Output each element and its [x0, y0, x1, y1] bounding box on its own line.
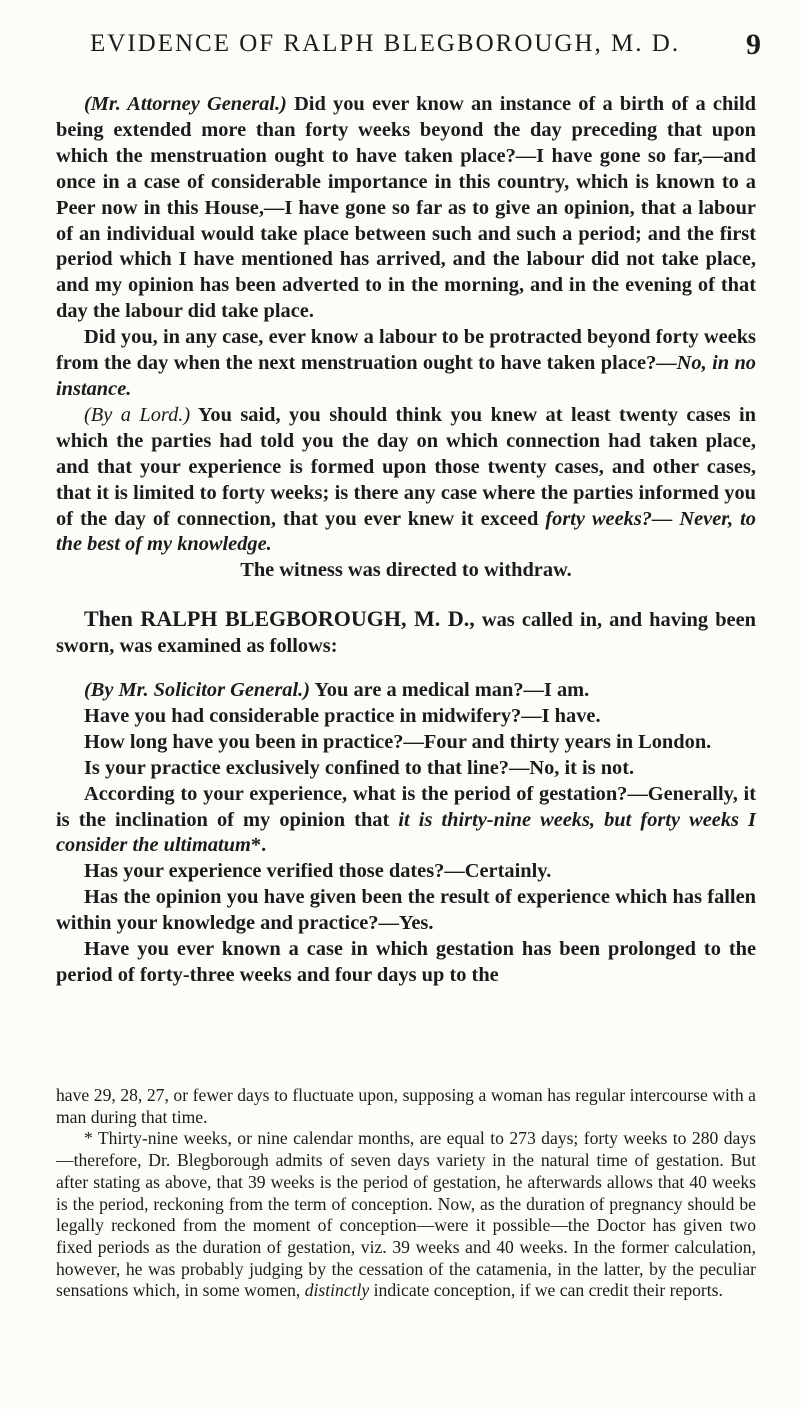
paragraph [56, 782, 756, 860]
paragraph: How long have you been in practice?—Four and thirty years in London. [84, 730, 712, 753]
paragraph [56, 92, 756, 325]
speaker: (By a Lord.) [84, 403, 191, 426]
paragraph [56, 403, 756, 558]
emphasis-text: distinctly [304, 1280, 370, 1301]
paragraph: Has your experience verified those dates?—Certainly. [84, 860, 552, 883]
main-text [56, 92, 756, 989]
question-text: Did you ever know an instance of a birth of a child being extended more than forty weeks beyond the day preceding that upon which the menstruation ought to have taken place?—I have gone so far,—and once in a case of considerable importance in this country, which is known to a Peer now in this House,—I have gone so far as to give an opinion, that a labour of an individual would take place between such and such a period; and the first period which I have mentioned has arrived, and the labour did not take place, and my opinion has been adverted to in the morning, and in the evening of that day the labour did take place. [56, 93, 756, 323]
question-text: According to your experience, what is the period of gestation?—Generally, it is the inclination of my opinion that [56, 782, 756, 831]
footnote-marker: *. [250, 834, 267, 857]
paragraph: Has the opinion you have given been the result of experience which has fallen within your knowledge and practice?—Yes. [56, 886, 756, 935]
page-number: 9 [746, 28, 761, 61]
paragraph: Have you had considerable practice in midwifery?—I have. [84, 704, 601, 727]
footnote-text: indicate conception, if we can credit their reports. [373, 1280, 723, 1301]
qa-text: You are a medical man?—I am. [314, 679, 590, 702]
speaker: (By Mr. Solicitor General.) [84, 679, 310, 702]
witness-name: Then RALPH BLEGBOROUGH, M. D., [84, 606, 475, 632]
emphasis-text: forty weeks?— [545, 507, 673, 530]
answer-text: it is thirty-nine weeks, but forty weeks I consider the ultimatum [56, 808, 756, 857]
speaker: (Mr. Attorney General.) [84, 93, 287, 115]
question-text: You said, you should think you knew at least twenty cases in which the parties had told you the day on which connection had taken place, and that your experience is formed upon those twenty cases, and other cases, that it is limited to forty weeks; is there any case where the parties informed you of the day of connection, that you ever knew it exceed [56, 403, 757, 530]
footnote [56, 1128, 756, 1302]
answer-text: No, in no instance. [56, 352, 756, 400]
footnotes [56, 1085, 756, 1302]
sworn-text: was called in, and having been sworn, was examined as follows: [56, 609, 757, 658]
answer-text: Never, to the best of my knowledge. [56, 507, 757, 556]
paragraph: Have you ever known a case in which gestation has been prolonged to the period of forty-three weeks and four days up to the [56, 938, 756, 986]
footnote-text: * Thirty-nine weeks, or nine calendar months, are equal to 273 days; forty weeks to 280 days—therefore, Dr. Blegborough admits of seven days variety in the natural time of gestation. But after stating as above, that 39 weeks is the period of gestation, he afterwards allows that 40 weeks is the period, reckoning from the term of conception. Now, as the duration of pregnancy should be legally reckoned from the moment of conception—were it possible—the Doctor has given two fixed periods as the duration of gestation, viz. 39 weeks and 40 weeks. In the former calculation, however, he was probably judging by the cessation of the catamenia, in the latter, by the peculiar sensations which, in some women, [56, 1128, 756, 1301]
paragraph: Is your practice exclusively confined to that line?—No, it is not. [84, 756, 635, 779]
paragraph [56, 678, 756, 704]
running-title: EVIDENCE OF RALPH BLEGBOROUGH, M. D. [90, 30, 681, 57]
paragraph [56, 606, 756, 660]
stage-direction: The witness was directed to withdraw. [240, 559, 572, 582]
paragraph [56, 325, 756, 403]
running-header [90, 28, 761, 61]
question-text: Did you, in any case, ever know a labour to be protracted beyond forty weeks from the day when the next menstruation ought to have taken place?— [56, 326, 756, 375]
footnote-continued: have 29, 28, 27, or fewer days to fluctuate upon, supposing a woman has regular intercourse with a man during that time. [56, 1085, 756, 1127]
